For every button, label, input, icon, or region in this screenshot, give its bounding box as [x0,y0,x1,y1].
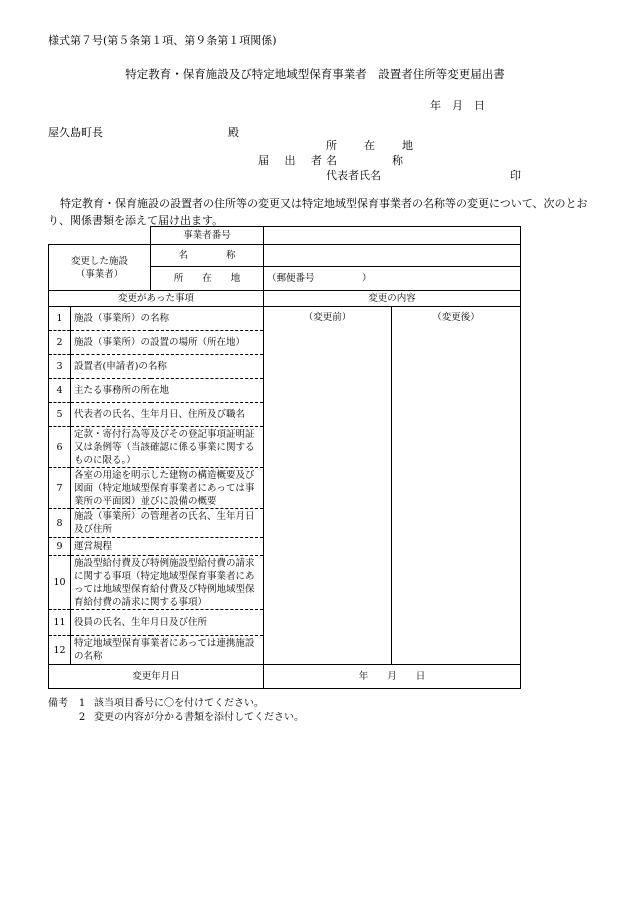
addressee-honorific: 殿 [228,126,239,139]
item-number[interactable]: 10 [49,556,71,610]
change-form-table [48,226,521,689]
item-text: 施設（事業所）の設置の場所（所在地） [71,331,264,355]
item-text: 代表者の氏名、生年月日、住所及び職名 [71,403,264,427]
remark-number: 1 [78,698,86,709]
facility-address-label: 所 在 地 [151,267,264,291]
declaration-text: 特定教育・保育施設の設置者の住所等の変更又は特定地域型保育事業者の名称等の変更について、次のとおり、関係書類を添えて届け出ます。 [48,197,588,227]
remark-text: 該当項目番号に〇を付けてください。 [94,698,264,709]
submitter-name-label: 名 称 [326,154,425,167]
item-number[interactable]: 1 [49,307,71,331]
changed-items-header: 変更があった事項 [49,291,264,307]
business-number-label: 事業者番号 [151,227,264,245]
item-number[interactable]: 8 [49,509,71,538]
remarks-label: 備考 [48,698,68,709]
form-reference: 様式第７号(第５条第１項、第９条第１項関係) [48,34,277,47]
change-date-label: 変更年月日 [49,665,264,689]
before-change-label: （変更前） [303,312,352,323]
item-number[interactable]: 4 [49,379,71,403]
postal-code-label: （郵便番号 ） [267,273,372,284]
item-text: 設置者(申請者)の名称 [71,355,264,379]
after-change-field[interactable] [392,307,521,665]
item-text: 定款・寄付行為等及びその登記事項証明証又は条例等（当該確認に係る事業に関するものに限る。） [71,427,264,468]
changed-facility-label: 変更した施設 （事業者） [49,245,151,291]
item-text: 各室の用途を明示した建物の構造概要及び図面（特定地域型保育事業者にあっては事業所の平面図）並びに設備の概要 [71,468,264,509]
submitter-representative-label: 代表者氏名 [326,169,381,182]
facility-name-label: 名 称 [151,245,264,267]
facility-name-field[interactable] [264,245,521,267]
item-text: 特定地域型保育事業者にあっては連携施設の名称 [71,636,264,665]
remarks [48,697,304,725]
item-number[interactable]: 12 [49,636,71,665]
submission-date[interactable]: 年 月 日 [430,99,485,112]
submitter-group-label: 届 出 者 [258,154,328,167]
item-number[interactable]: 3 [49,355,71,379]
item-number[interactable]: 6 [49,427,71,468]
change-date-field[interactable]: 年 月 日 [264,665,521,689]
item-number[interactable]: 9 [49,538,71,556]
item-text: 運営規程 [71,538,264,556]
item-text: 施設型給付費及び特例施設型給付費の請求に関する事項（特定地域型保育事業者にあっては地域型保育給付費及び特例地域型保育給付費の請求に関する事項） [71,556,264,610]
after-change-label: （変更後） [432,312,480,323]
item-text: 役員の氏名、生年月日及び住所 [71,610,264,636]
remark-text: 変更の内容が分かる書類を添付してください。 [94,712,304,723]
addressee-name: 屋久島町長 [48,126,103,139]
facility-address-field[interactable] [264,267,521,291]
submitter-address-label: 所 在 地 [326,139,421,152]
item-number[interactable]: 5 [49,403,71,427]
before-change-field[interactable] [264,307,392,665]
item-number[interactable]: 11 [49,610,71,636]
item-text: 施設（事業所）の管理者の氏名、生年月日及び住所 [71,509,264,538]
change-content-header: 変更の内容 [264,291,521,307]
item-text: 主たる事務所の所在地 [71,379,264,403]
remark-number: 2 [78,712,86,723]
business-number-field[interactable] [264,227,521,245]
seal-mark: 印 [510,169,521,182]
item-number[interactable]: 7 [49,468,71,509]
document-title: 特定教育・保育施設及び特定地域型保育事業者 設置者住所等変更届出書 [125,67,505,81]
item-text: 施設（事業所）の名称 [71,307,264,331]
item-number[interactable]: 2 [49,331,71,355]
